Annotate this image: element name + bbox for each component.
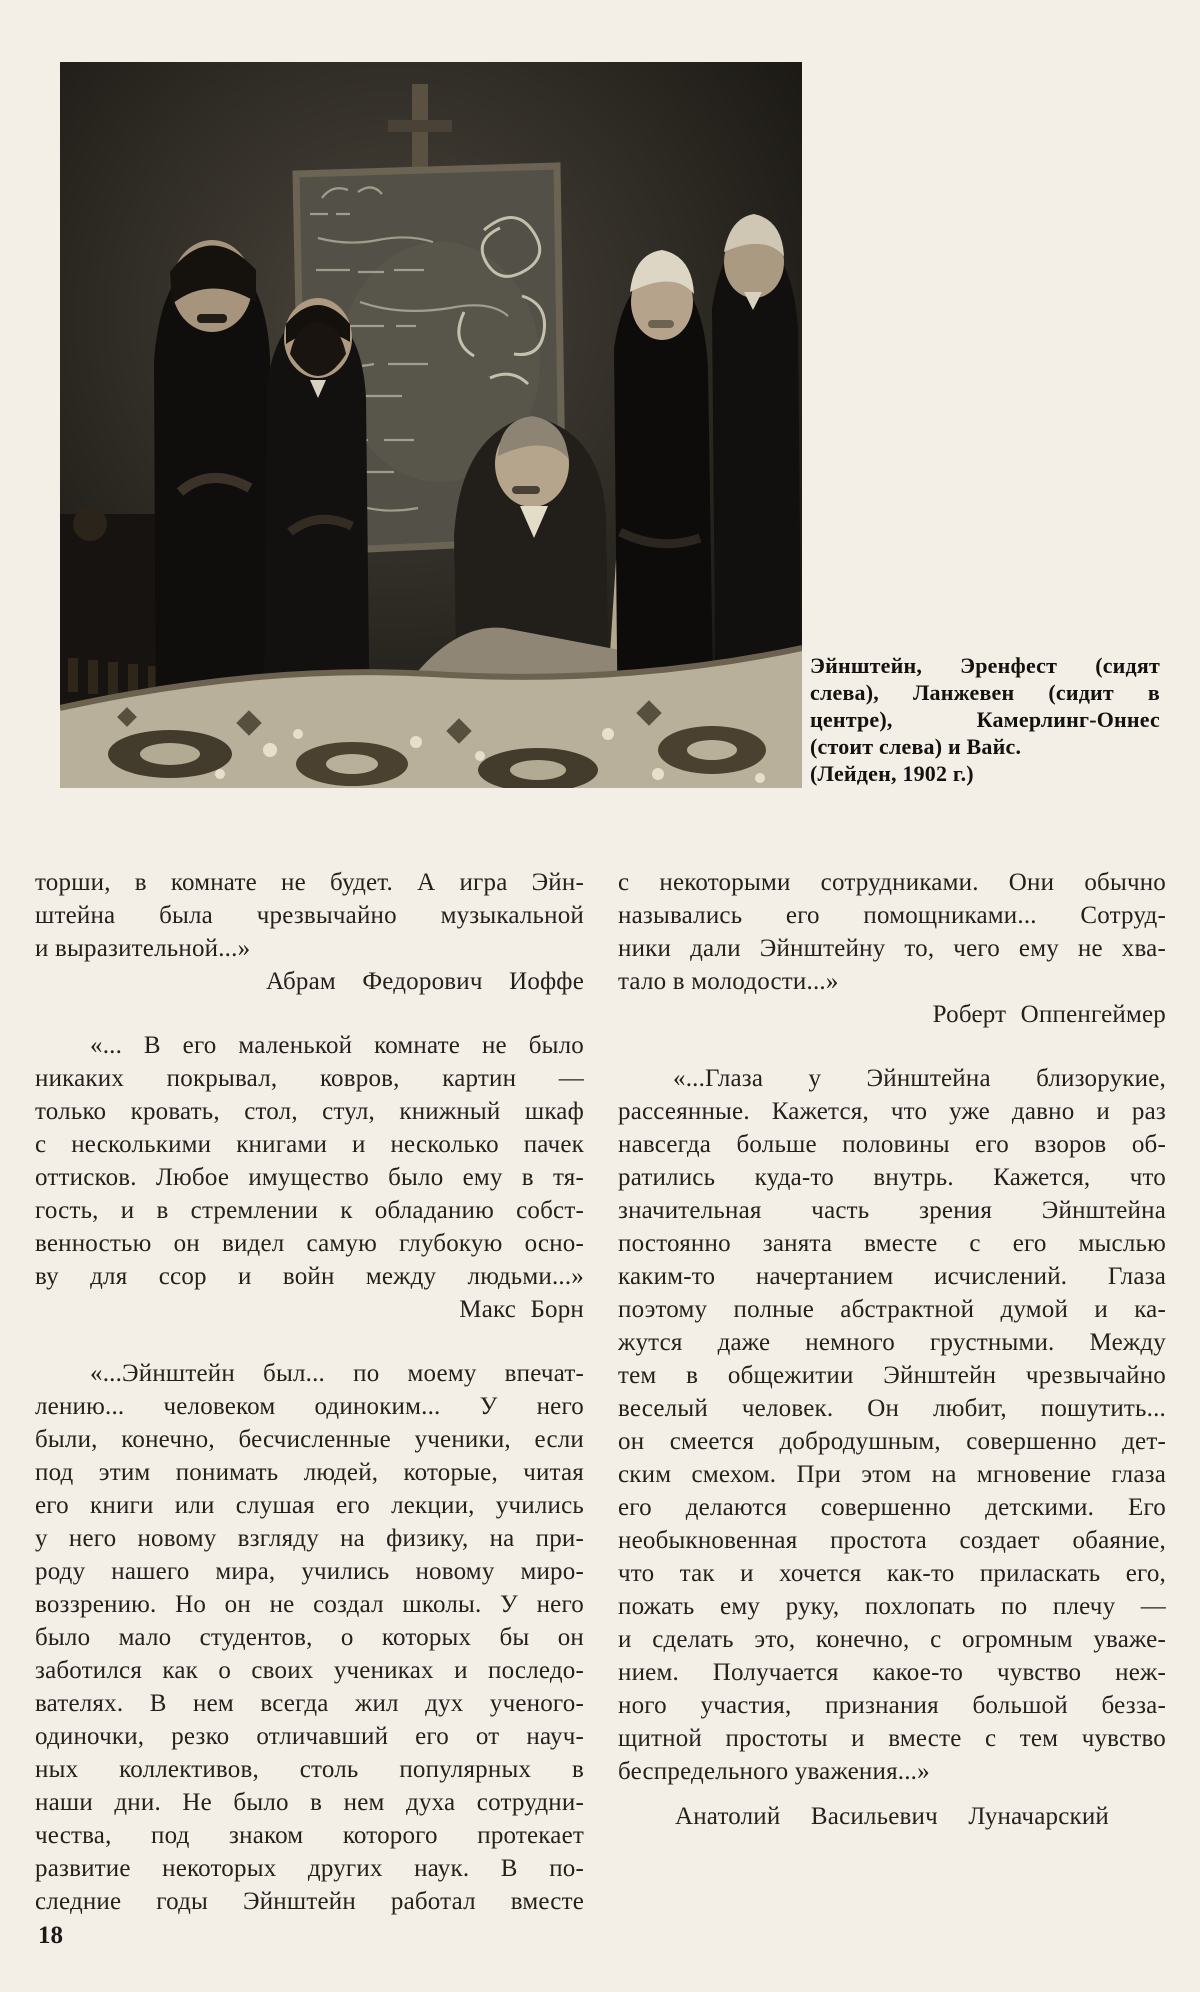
- text-line: веселый человек. Он любит, пошутить...: [618, 1395, 1166, 1422]
- text-line: поэтому полные абстрактной думой и ка-: [618, 1296, 1166, 1323]
- text-line: под этим понимать людей, которые, читая: [35, 1459, 584, 1486]
- text-line: каким-то начертанием исчислений. Глаза: [618, 1263, 1166, 1290]
- attribution: Анатолий Васильевич Луначарский: [674, 1803, 1110, 1830]
- text-line: штейна была чрезвычайно музыкальной: [35, 902, 584, 929]
- page-number: 18: [38, 1922, 63, 1949]
- text-line: беспредельного уважения...»: [618, 1758, 930, 1785]
- paragraph: [618, 866, 1166, 998]
- group-photo-illustration: [60, 62, 802, 788]
- attribution: Роберт Оппенгеймер: [932, 1001, 1166, 1028]
- caption-line: центре), Камерлинг-Оннес: [810, 707, 1160, 732]
- photo-einstein-group: [60, 62, 802, 788]
- text-line: наши дни. Не было в нем духа сотрудни-: [35, 1789, 584, 1816]
- text-line: оттисков. Любое имущество было ему в тя-: [35, 1164, 584, 1191]
- text-line: рассеянные. Кажется, что уже давно и раз: [618, 1098, 1166, 1125]
- text-line: лению... человеком одиноким... У него: [35, 1393, 584, 1420]
- paragraph: [35, 1357, 584, 1918]
- text-line: у него новому взгляду на физику, на при-: [35, 1525, 584, 1552]
- text-column-right: [618, 866, 1166, 1833]
- text-line: с некоторыми сотрудниками. Они обычно: [618, 869, 1166, 896]
- caption-line: Эйнштейн, Эренфест (сидят: [810, 653, 1160, 678]
- text-line: воззрению. Но он не создал школы. У него: [35, 1591, 584, 1618]
- text-line: пожать ему руку, похлопать по плечу —: [618, 1593, 1166, 1620]
- text-line: только кровать, стол, стул, книжный шкаф: [35, 1098, 584, 1125]
- attribution: Абрам Федорович Иоффе: [265, 968, 584, 995]
- text-line: необыкновенная простота создает обаяние,: [618, 1527, 1166, 1554]
- text-line: «...Глаза у Эйнштейна близорукие,: [673, 1065, 1166, 1092]
- text-line: было мало студентов, о которых бы он: [35, 1624, 584, 1651]
- text-line: ву для ссор и войн между людьми...»: [35, 1263, 584, 1290]
- text-line: «...Эйнштейн был... по моему впечат-: [90, 1360, 584, 1387]
- text-line: гость, и в стремлении к обладанию собст-: [35, 1197, 584, 1224]
- text-line: и сделать это, конечно, с огромным уваже-: [618, 1626, 1166, 1653]
- text-line: были, конечно, бесчисленные ученики, если: [35, 1426, 584, 1453]
- text-line: венностью он видел самую глубокую осно-: [35, 1230, 584, 1257]
- text-line: постоянно занята вместе с его мыслью: [618, 1230, 1166, 1257]
- text-line: торши, в комнате не будет. А игра Эйн-: [35, 869, 584, 896]
- caption-line: слева), Ланжевен (сидит в: [810, 680, 1160, 705]
- text-line: ных коллективов, столь популярных в: [35, 1756, 584, 1783]
- text-line: следние годы Эйнштейн работал вместе: [35, 1888, 584, 1915]
- paragraph: [35, 866, 584, 965]
- text-line: ники дали Эйнштейну то, чего ему не хва-: [618, 935, 1166, 962]
- text-line: и выразительной...»: [35, 935, 251, 962]
- text-line: он смеется добродушным, совершенно дет-: [618, 1428, 1166, 1455]
- text-line: тало в молодости...»: [618, 968, 839, 995]
- text-line: развитие некоторых других наук. В по-: [35, 1855, 584, 1882]
- photo-caption: [810, 652, 1160, 787]
- text-line: чества, под знаком которого протекает: [35, 1822, 584, 1849]
- text-line: навсегда больше половины его взоров об-: [618, 1131, 1166, 1158]
- text-line: назывались его помощниками... Сотруд-: [618, 902, 1166, 929]
- paragraph: [618, 1062, 1166, 1788]
- text-line: ским смехом. При этом на мгновение глаза: [618, 1461, 1166, 1488]
- text-line: роду нашего мира, учились новому миро-: [35, 1558, 584, 1585]
- text-line: никаких покрывал, ковров, картин —: [35, 1065, 584, 1092]
- text-line: жутся даже немного грустными. Между: [618, 1329, 1166, 1356]
- text-line: щитной простоты и вместе с тем чувство: [618, 1725, 1166, 1752]
- text-column-left: [35, 866, 584, 1918]
- text-line: ратились куда-то внутрь. Кажется, что: [618, 1164, 1166, 1191]
- text-line: значительная часть зрения Эйнштейна: [618, 1197, 1166, 1224]
- text-line: его книги или слушая его лекции, учились: [35, 1492, 584, 1519]
- text-line: тем в общежитии Эйнштейн чрезвычайно: [618, 1362, 1166, 1389]
- text-line: одиночки, резко отличавший его от науч-: [35, 1723, 584, 1750]
- text-line: нием. Получается какое-то чувство неж-: [618, 1659, 1166, 1686]
- text-line: заботился как о своих учениках и последо-: [35, 1657, 584, 1684]
- text-line: его делаются совершенно детскими. Его: [618, 1494, 1166, 1521]
- text-line: с несколькими книгами и несколько пачек: [35, 1131, 584, 1158]
- text-line: что так и хочется как-то приласкать его,: [618, 1560, 1166, 1587]
- paragraph: [35, 1029, 584, 1293]
- text-line: вателях. В нем всегда жил дух ученого-: [35, 1690, 584, 1717]
- caption-line: (Лейден, 1902 г.): [810, 761, 974, 786]
- text-line: ного участия, признания большой безза-: [618, 1692, 1166, 1719]
- attribution: Макс Борн: [459, 1296, 584, 1323]
- caption-line: (стоит слева) и Вайс.: [810, 734, 1022, 759]
- text-line: «... В его маленькой комнате не было: [90, 1032, 584, 1059]
